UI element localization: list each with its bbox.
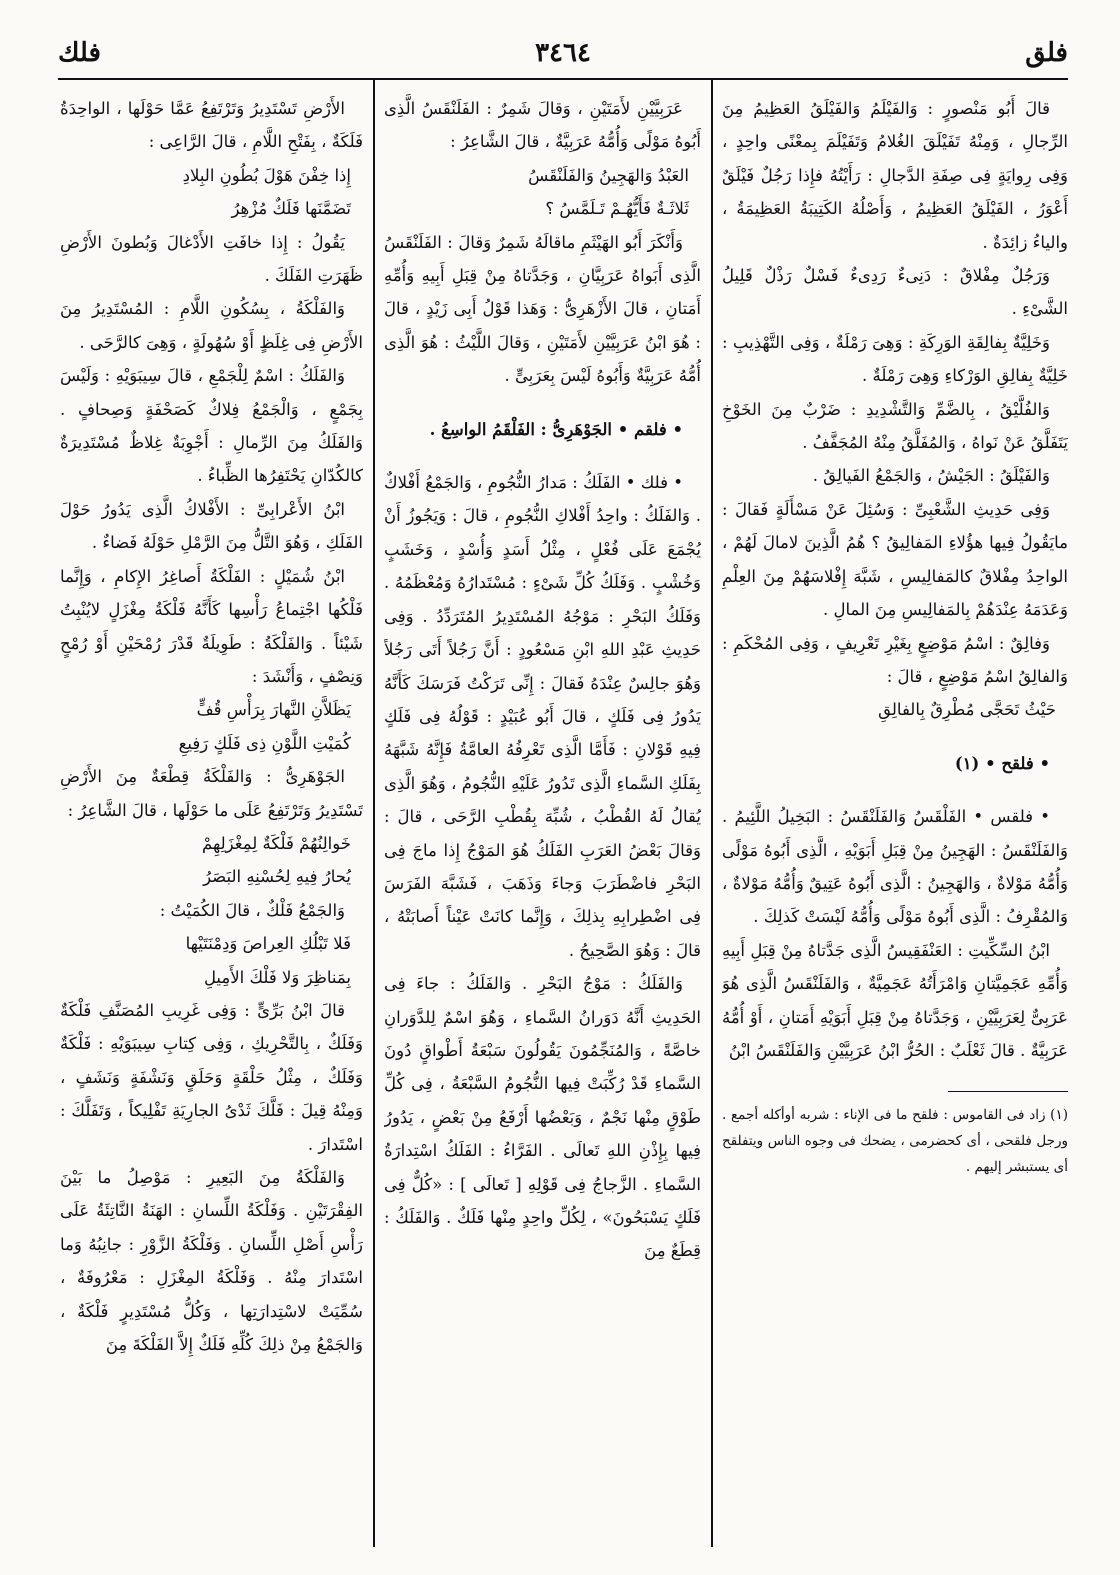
verse-line: فَلا تَبْلُكِ العِراصَ وَدِمْنَتَيْها	[185, 934, 351, 954]
header-rule	[58, 78, 1068, 80]
entry-falqam: • فلقم • الجَوْهَرِىُّ : الفَلْقَمُ الواسِعُ .	[429, 419, 683, 439]
paragraph: وَالفُلَّيْقُ ، بِالضَّمِّ وَالتَّشْدِيدِ : ضَرْبٌ مِنَ الخَوْخِ يَتَفَلَّقُ عَنْ نَواهُ ، وَالمُفَلَّقُ مِنْهُ المُجَفَّفُ .	[722, 399, 1068, 453]
paragraph: عَرَبِيَّيْنِ لأَمَتَيْنِ ، وَقالَ شَمِرٌ : الفَلَنْقَسُ الَّذِى أَبُوهُ مَوْلًى وَأُمُّهُ عَرَبِيَّةٌ ، قالَ الشَّاعِرُ :	[384, 99, 701, 152]
entry-falqas: • فلقس • الفَلْقَسُ وَالفَلَنْقَسُ : البَخِيلُ اللَّئِيمُ . وَالفَلَنْقَسُ : الهَجِينُ مِنْ قِبَلِ أَبَوَيْهِ ، الَّذِى أَبُوهُ مَوْلًى وَأُمُّهُ مَوْلاةٌ ، وَالهَجِينُ : الَّذِى أَبُوهُ عَتِيقٌ وَأُمُّهُ مَوْلاةٌ ، وَالمُقْرِفُ : الَّذِى أَبُوهُ مَوْلًى وَأُمُّهُ لَيْسَتْ كَذلِكَ .	[722, 807, 1068, 927]
header-root-left: فلك	[58, 38, 101, 68]
page-header	[58, 38, 1068, 74]
header-root-right: فلق	[1025, 38, 1068, 68]
footnote-rule	[948, 1091, 1068, 1092]
verse-line: تَضَمَّنَها فَلَكٌ مُزْهِرُ	[231, 199, 351, 219]
verse-line: العَبْدُ وَالهَجِينُ وَالفَلَنْقَسُ	[528, 165, 689, 185]
paragraph: وَالفَلَكُ : مَوْجُ البَحْرِ . وَالفَلَكُ : جاءَ فِى الحَدِيثِ أَنَّهُ دَوَرانُ السَّماءِ ، وَهُوَ اسْمٌ لِلدَّوَرانِ خاصَّةً ، وَالمُنَجِّمُونَ يَقُولُونَ سَبْعَةُ أَطْواقٍ دُونَ السَّماءِ قَدْ رُكِّبَتْ فِيها النُّجُومُ السَّبْعَةُ ، فِى كُلِّ طَوْقٍ مِنْها نَجْمٌ ، وَبَعْضُها أَرْفَعُ مِنْ بَعْضٍ ، يَدُورُ فِيها بِإِذْنِ اللهِ تَعالَى . الفَرَّاءُ : الفَلَكُ اسْتِدارَةُ السَّماءِ . الزَّجاجُ فِى قَوْلِهِ [ تَعالَى ] : «كُلٌّ فِى فَلَكٍ يَسْبَحُونَ» ، لِكُلِّ واحِدٍ مِنْها فَلَكٌ . وَالفَلَكُ : قِطَعٌ مِنَ	[384, 974, 701, 1261]
paragraph: ابْنُ السِّكِّيتِ : العَنْفَقِيسُ الَّذِى جَدَّتاهُ مِنْ قِبَلِ أَبِيهِ وَأُمِّهِ عَجَمِيَّتانِ وَامْرَأَتُهُ عَجَمِيَّةٌ ، وَالفَلَنْقَسُ الَّذِى هُوَ عَرَبِىٌّ لِعَرَبِيَّيْنِ ، وَجَدَّتاهُ مِنْ قِبَلِ أَبَوَيْهِ أَمَتانِ ، أَوْ أُمُّهُ عَرَبِيَّةٌ . قالَ ثَعْلَبٌ : الحُرُّ ابْنُ عَرَبِيَّيْنِ وَالفَلَنْقَسُ ابْنُ	[722, 940, 1068, 1060]
verse-line: حَيْثُ تَحَجَّى مُطْرِقٌ بِالفالِقِ	[878, 700, 1056, 720]
column-divider-right	[711, 80, 713, 1547]
paragraph: ابْنُ الأَعْرابِىِّ : الأَفْلاكُ الَّذِى يَدُورُ حَوْلَ الفَلَكِ ، وَهُوَ التَّلُّ مِنَ الرَّمْلِ حَوْلَهُ فَضاءٌ .	[60, 499, 363, 553]
column-middle	[384, 92, 701, 1545]
paragraph: وَالفَيْلَقُ : الجَيْشُ ، وَالجَمْعُ الفَيالِقُ .	[812, 466, 1050, 486]
paragraph: وَالجَمْعُ فَلْكٌ ، قالَ الكُمَيْتُ :	[159, 900, 345, 920]
paragraph: ابْنُ شُمَيْلٍ : الفَلْكَةُ أَصاغِرُ الإِكامِ ، وَإِنَّما فَلْكُها اجْتِماعُ رَأْسِها كَأَنَّهُ فَلْكَةُ مِغْزَلٍ لايُنْبِتُ شَيْئاً . وَالفَلْكَةُ : طَوِيلَةٌ قَدْرَ رُمْحَيْنِ أَوْ رُمْحٍ وَنِصْفٍ ، وَأَنْشَدَ :	[60, 566, 363, 686]
verse-line: يَظَلاَّنِ النَّهارَ بِرَأْسِ قُفٍّ	[196, 700, 351, 720]
paragraph: وَالفَلَكُ : اسْمٌ لِلْجَمْعِ ، قالَ سِيبَوَيْهِ : وَلَيْسَ بِجَمْعٍ ، وَالْجَمْعُ فِلاكٌ كَصَحْفَةٍ وَصِحافٍ . وَالفَلَكُ مِنَ الرِّمالِ : أَجْوِبَةٌ غِلاظٌ مُسْتَدِيرَةٌ كالكُدّانِ يَحْتَفِرُها الظِّباءُ .	[60, 366, 363, 486]
paragraph: وَأَنْكَرَ أَبُو الهَيْثَمِ ماقالَهُ شَمِرٌ وَقالَ : الفَلَنْقَسُ الَّذِى أَبَواهُ عَرَبِيَّانِ ، وَجَدَّتاهُ مِنْ قِبَلِ أَبِيهِ وَأُمِّهِ أَمَتانِ ، قالَ الأَزْهَرِىُّ : وَهَذا قَوْلُ أَبِى زَيْدٍ ، قالَ : هُوَ ابْنُ عَرَبِيَّيْنِ لأَمَتَيْنِ ، وَقالَ اللَّيْثُ : هُوَ الَّذِى أُمُّهُ عَرَبِيَّةٌ وَأَبُوهُ لَيْسَ بِعَرَبِىٍّ .	[384, 232, 701, 386]
footnote: (١) زاد فى القاموس : فلقح ما فى الإناء : شربه أوأكله أجمع . ورجل فلقحى ، أى كحضرمى ، يضحك فى وجوه الناس ويتفلقح أى يستبشر إليهم .	[722, 1107, 1068, 1176]
verse-line: بِمَناظِرَ وَلا فَلْكَ الأَمِيلِ	[203, 967, 351, 987]
verse-line: كُمَيْتِ اللَّوْنِ ذِى فَلَكٍ رَفِيعِ	[178, 733, 351, 753]
paragraph: وَالفَلْكَةُ مِنَ البَعِيرِ : مَوْصِلُ ما بَيْنَ الفِقْرَتَيْنِ . وَفَلْكَةُ اللِّسانِ : الهَنَةُ النَّاتِئَةُ عَلَى رَأْسِ أَصْلِ اللِّسانِ . وَفَلْكَةُ الزَّوْرِ : جانِبُهُ وَما اسْتَدارَ مِنْهُ . وَفَلْكَةُ المِغْزَلِ : مَعْرُوفَةٌ ، سُمِّيَتْ لاسْتِدارَتِها ، وَكُلُّ مُسْتَدِيرٍ فَلْكَةٌ ، وَالجَمْعُ مِنْ ذلِكَ كُلِّهِ فَلَكٌ إِلاَّ الفَلْكَةَ مِنَ	[60, 1168, 363, 1355]
verse-line: يُحارُ فِيهِ لِحُسْنِهِ البَصَرُ	[203, 867, 351, 887]
paragraph: قالَ أَبُو مَنْصورٍ : وَالفَيْلَمُ وَالفَيْلَقُ العَظِيمُ مِنَ الرِّجالِ ، وَمِنْهُ تَفَيْلَقَ الغُلامُ وَتَفَيْلَمَ بِمعْنًى واحِدٍ ، وَفِى رِوايَةٍ فِى صِفَةِ الدَّجالِ : رَأَيْتُهُ فإِذا رَجُلٌ فَيْلَقٌ أَعْوَرُ ، الفَيْلَقُ العَظِيمُ ، وَأَصْلُهُ الكَتِيبَةُ العَظِيمَةُ ، والياءُ زائِدَةٌ .	[722, 99, 1068, 252]
column-divider-left	[373, 80, 375, 1547]
paragraph: يَقُولُ : إِذا خافَتِ الأَدْغالَ وَبُطونَ الأَرْضِ ظَهَرَتِ الفَلَكَ .	[60, 232, 363, 286]
paragraph: قالَ ابْنُ بَرِّىٍّ : وَفِى غَرِيبِ المُصَنَّفِ فَلْكَةٌ وَفَلَكٌ ، بِالتَّحْرِيكِ ، وَفِى كِتابِ سِيبَوَيْهِ : فَلْكَةٌ وَفَلَكٌ ، مِثْلُ حَلْقَةٍ وَحَلَقٍ وَنَشْفَةٍ وَنَشَفٍ ، وَمِنْهُ قِيلَ : فَلَّكَ ثَدْىُ الجارِيَةِ تَفْلِيكاً ، وَتَفَلَّكَ : اسْتَدارَ .	[60, 1000, 363, 1154]
page-number: ٣٤٦٤	[535, 38, 591, 68]
paragraph: وَالفَلْكَةُ ، بِسُكُونِ اللَّامِ : المُسْتَدِيرُ مِنَ الأَرْضِ فِى غِلَظٍ أَوْ سُهُولَةٍ ، وَهِىَ كالرَّحَى .	[60, 299, 363, 352]
paragraph: الأَرْضِ تَسْتَدِيرُ وَتَرْتَفِعُ عَمَّا حَوْلَها ، الواحِدَةُ فَلَكَةٌ ، بِفَتْحِ اللَّامِ ، قالَ الرَّاعِى :	[60, 99, 363, 152]
paragraph: وَفالِقٌ : اسْمُ مَوْضِعٍ بِغَيْرِ تَعْرِيفٍ ، وَفِى المُحْكَمِ : وَالفالِقُ اسْمُ مَوْضِعٍ ، قالَ :	[722, 633, 1068, 686]
paragraph: وَرَجُلٌ مِفْلاقٌ : دَنِىءٌ رَدِىءٌ فَسْلٌ رَذْلٌ قَلِيلُ الشَّىْءِ .	[722, 266, 1068, 319]
verse-line: ثَلاثَـةٌ فَأَيُّهُـمْ تَـلَمَّسُ ؟	[545, 199, 689, 219]
verse-line: خَوالِنُهُمْ فَلْكَةٌ لِمِغْزَلِهِمْ	[202, 833, 351, 853]
column-right	[722, 92, 1068, 1545]
paragraph: وَخَلِيَّةٌ بِفالِقَةِ الوَرِكَةِ : وَهِىَ رَمْلَةٌ ، وَفِى التَّهْذِيبِ : خَلِيَّةٌ بِفالِقِ الوَرْكاءِ وَهِىَ رَمْلَةٌ .	[722, 332, 1068, 386]
verse-line: إِذا خِفْنَ هَوْلَ بُطُونِ البِلادِ	[182, 165, 351, 185]
paragraph: وَفِى حَدِيثِ الشَّعْبِىِّ : وَسُئِلَ عَنْ مَسْأَلَةٍ فَقالَ : مايَقُولُ فِيها هؤُلاءِ المَفالِيقُ ؟ هُمُ الَّذِينَ لامالَ لَهُمْ ، الواحِدُ مِفْلاقٌ كالمَفالِيسِ ، شَبَّهَ إِفْلاسَهُمْ مِنَ العِلْمِ وَعَدَمَهُ عِنْدَهُمْ بِالمَفالِيسِ مِنَ المالِ .	[722, 499, 1068, 620]
column-left	[60, 92, 363, 1545]
entry-heading-falqah: • فلقح • (١)	[954, 753, 1050, 773]
entry-falak: • فلك • الفَلَكُ : مَدارُ النُّجُومِ ، وَالجَمْعُ أَفْلاكٌ . وَالفَلَكُ : واحِدُ أَفْلاكِ النُّجُومِ ، قالَ : وَيَجُوزُ أَنْ يُجْمَعَ عَلَى فُعْلٍ ، مِثْلُ أَسَدٍ وَأُسْدٍ ، وَخَشَبٍ وَخُشْبٍ . وَفَلَكُ كُلِّ شَىْءٍ : مُسْتَدارُهُ وَمُعْظَمُهُ . وَفَلَكُ البَحْرِ : مَوْجُهُ المُسْتَدِيرُ المُتَرَدِّدُ . وَفِى حَدِيثِ عَبْدِ اللهِ ابْنِ مَسْعُودٍ : أَنَّ رَجُلاً أَتَى رَجُلاً وَهُوَ جالِسٌ عِنْدَهُ فَقالَ : إِنِّى تَرَكْتُ فَرَسَكَ كَأَنَّهُ يَدُورُ فِى فَلَكٍ ، قالَ أَبُو عُبَيْدٍ : قَوْلُهُ فِى فَلَكٍ فِيهِ قَوْلانِ : فَأَمَّا الَّذِى تَعْرِفُهُ العامَّةُ فَإِنَّهُ شَبَّهَهُ بِفَلَكِ السَّماءِ الَّذِى تَدُورُ عَلَيْهِ النُّجُومُ ، وَهُوَ الَّذِى يُقالُ لَهُ القُطْبُ ، شُبِّهَ بِقُطْبِ الرَّحَى ، قالَ : وَقالَ بَعْضُ العَرَبِ الفَلَكُ هُوَ المَوْجُ إِذا ماجَ فِى البَحْرِ فاضْطَرَبَ وَجاءَ وَذَهَبَ ، فَشَبَّهَ الفَرَسَ فِى اضْطِرابِهِ بِذلِكَ ، وَإِنَّما كانَتْ عَيْناً أَصابَتْهُ ، قالَ : وَهُوَ الصَّحِيحُ .	[384, 473, 701, 960]
paragraph: الجَوْهَرِىُّ : وَالفَلْكَةُ قِطْعَةٌ مِنَ الأَرْضِ تَسْتَدِيرُ وَتَرْتَفِعُ عَلَى ما حَوْلَها ، قالَ الشَّاعِرُ :	[60, 767, 363, 820]
